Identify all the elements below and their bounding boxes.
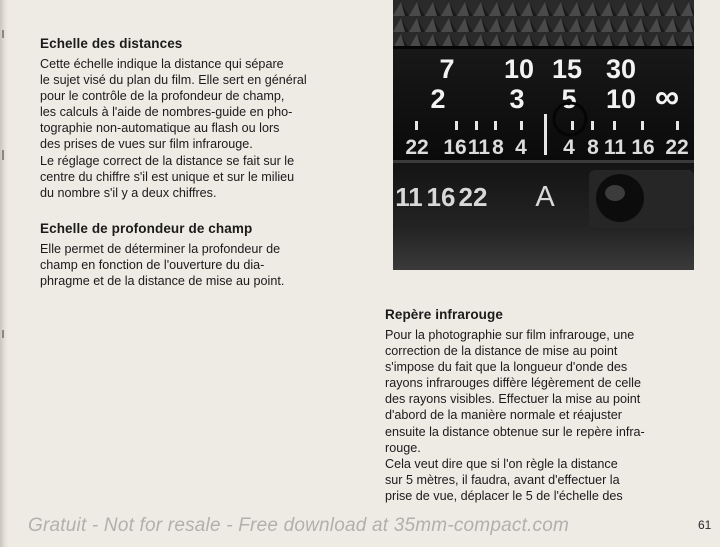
meter-mark: 10	[605, 84, 637, 114]
text-line: tographie non-automatique au flash ou lors	[40, 121, 280, 136]
meter-mark: 5	[561, 84, 577, 114]
auto-mode-letter: A	[535, 181, 555, 213]
lens-photo-drawing	[393, 0, 694, 270]
text-line: pour le contrôle de la profondeur de champ,	[40, 89, 285, 104]
aperture-mark: 22	[458, 182, 488, 212]
depth-mark: 4	[515, 136, 527, 159]
text-line: Cette échelle indique la distance qui sépare	[40, 57, 284, 71]
text-line: du nombre s'il y a deux chiffres.	[40, 185, 217, 200]
depth-mark: 11	[467, 136, 491, 159]
depth-mark: 4	[563, 136, 575, 159]
text-line: s'impose du fait que la longueur d'onde des	[385, 360, 628, 375]
section-heading: Echelle de profondeur de champ	[40, 220, 253, 236]
watermark: Gratuit - Not for resale - Free download at 35mm-compact.com	[28, 515, 570, 536]
text-line: sur 5 mètres, il faudra, avant d'effectuer la	[385, 472, 620, 487]
text-line: rouge.	[385, 440, 421, 455]
section-heading: Repère infrarouge	[385, 307, 503, 322]
text-line: ensuite la distance obtenue sur le repère infra-	[385, 424, 645, 439]
feet-mark: 30	[605, 54, 637, 84]
section-body	[385, 327, 693, 504]
section-body	[40, 56, 346, 201]
text-line: les calculs à l'aide de nombres-guide en pho-	[40, 105, 293, 120]
distance-scale-section	[40, 36, 346, 201]
text-line: le sujet visé du plan du film. Elle sert en général	[40, 73, 307, 88]
depth-mark: 22	[405, 136, 429, 159]
section-body	[40, 241, 346, 289]
text-line: Elle permet de déterminer la profondeur de	[40, 241, 281, 256]
aperture-mark: 11	[395, 182, 423, 212]
right-column	[385, 307, 693, 504]
text-line: champ en fonction de l'ouverture du dia-	[40, 257, 265, 272]
lens-scale-photo	[393, 0, 694, 270]
depth-mark: 8	[492, 136, 504, 159]
depth-mark: 11	[603, 136, 627, 159]
left-column	[40, 36, 346, 289]
text-line: d'abord de la manière normale et réajuster	[385, 408, 622, 423]
depth-mark: 8	[587, 136, 599, 159]
feet-mark: 7	[439, 54, 455, 84]
feet-mark: 15	[551, 54, 583, 84]
section-heading: Echelle des distances	[40, 36, 183, 51]
knurled-focus-ring	[393, 0, 694, 48]
meter-mark: 2	[430, 84, 446, 114]
feet-mark: 10	[503, 54, 535, 84]
index-line	[544, 114, 547, 155]
text-line: des rayons visibles. Effectuer la mise au point	[385, 392, 641, 407]
aperture-mark: 16	[426, 182, 456, 212]
text-line: correction de la distance de mise au point	[385, 344, 618, 359]
meter-mark: 3	[509, 84, 525, 114]
depth-mark: 16	[631, 136, 655, 159]
depth-mark: 16	[443, 136, 467, 159]
depth-of-field-section	[40, 221, 346, 289]
text-line: Le réglage correct de la distance se fait sur le	[40, 153, 295, 168]
page-number: 61	[698, 518, 712, 532]
text-line: rayons infrarouges diffère légèrement de celle	[385, 376, 641, 391]
text-line: prise de vue, déplacer le 5 de l'échelle des	[385, 488, 623, 503]
text-line: des prises de vues sur film infrarouge.	[40, 137, 253, 152]
infinity-mark: ∞	[654, 78, 680, 116]
page-edge	[0, 0, 8, 547]
depth-mark: 22	[665, 136, 689, 159]
text-line: centre du chiffre s'il est unique et sur le milieu	[40, 169, 295, 184]
text-line: Cela veut dire que si l'on règle la distance	[385, 456, 618, 471]
text-line: phragme et de la distance de mise au point.	[40, 274, 285, 289]
text-line: Pour la photographie sur film infrarouge, une	[385, 328, 635, 342]
